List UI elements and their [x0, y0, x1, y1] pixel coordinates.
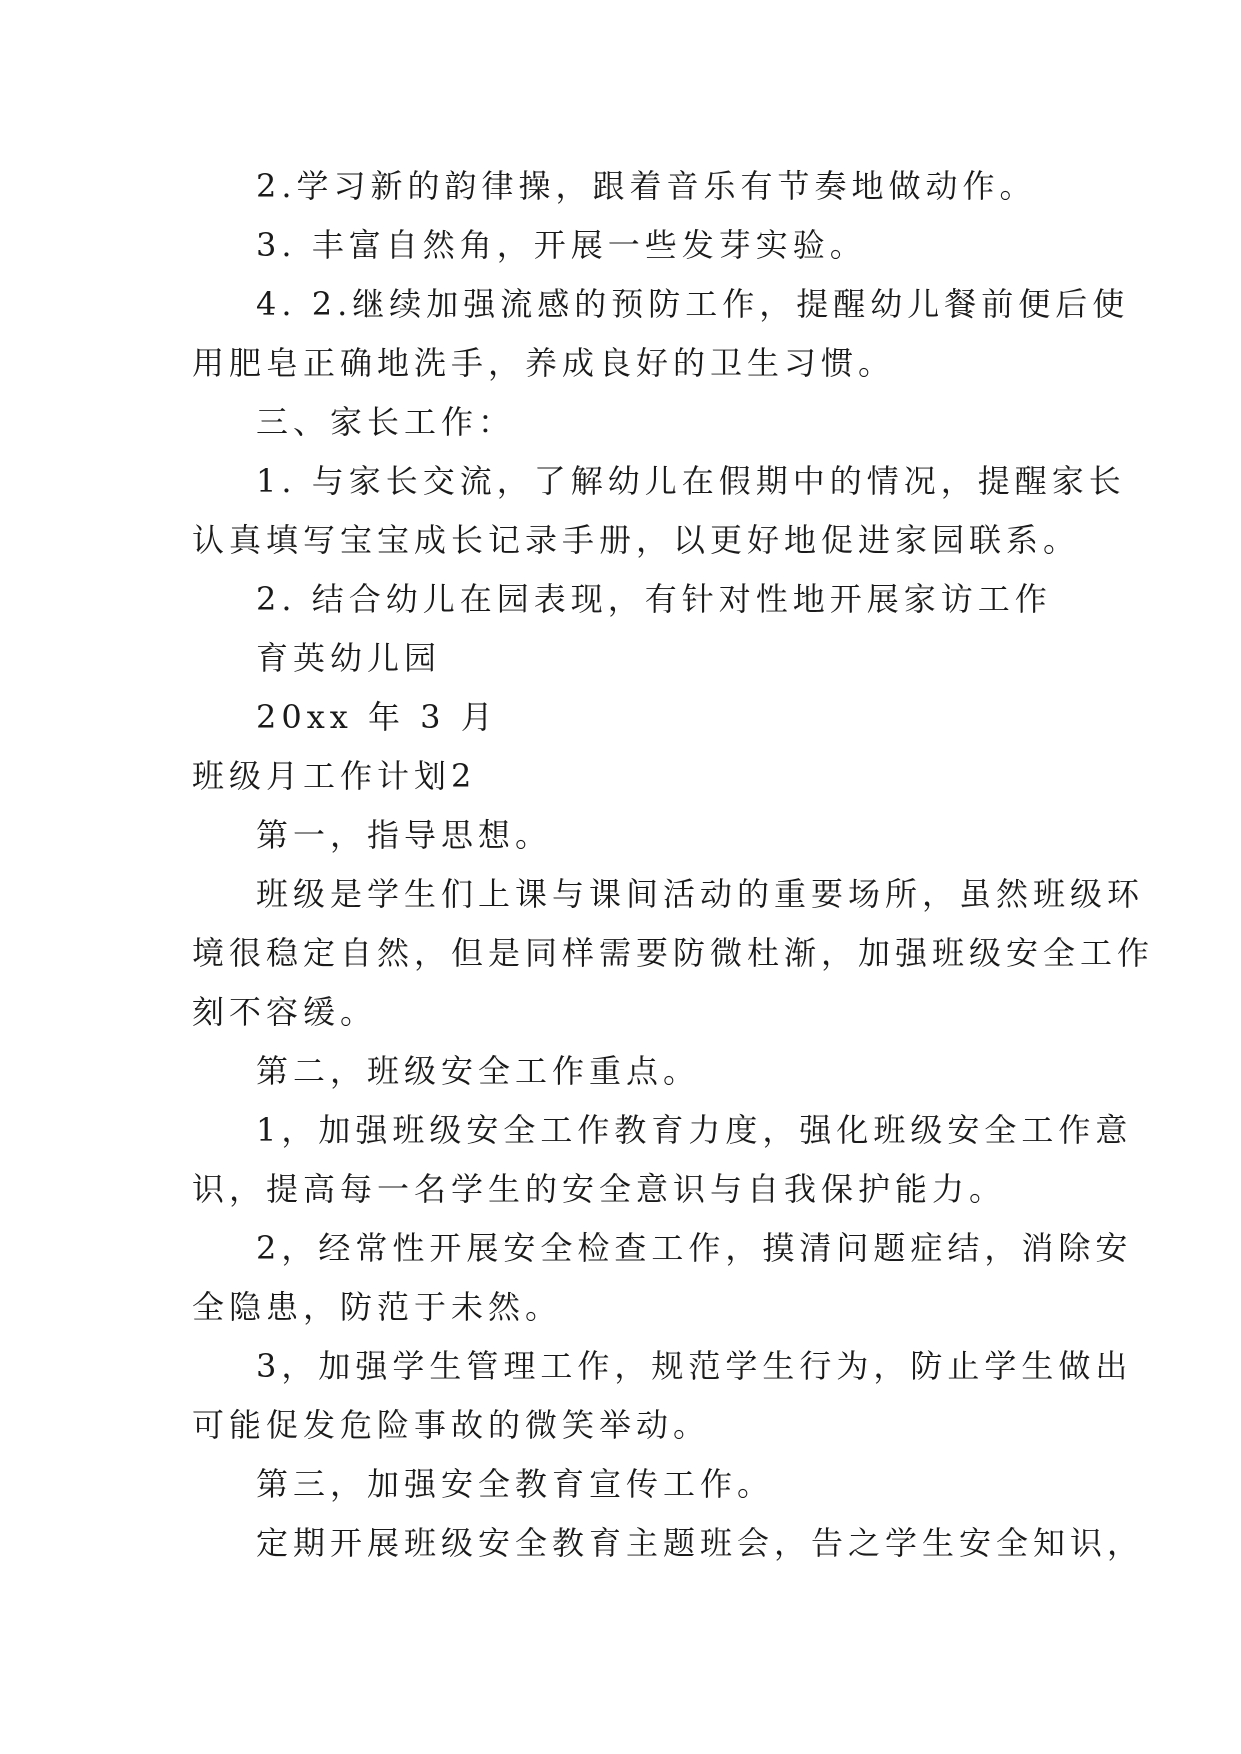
text-line: 2. 结合幼儿在园表现，有针对性地开展家访工作 — [256, 580, 1052, 618]
text-line: 刻不容缓。 — [192, 993, 378, 1031]
text-line: 可能促发危险事故的微笑举动。 — [192, 1406, 711, 1444]
text-line: 用肥皂正确地洗手，养成良好的卫生习惯。 — [192, 344, 896, 382]
text-line: 2.学习新的韵律操，跟着音乐有节奏地做动作。 — [256, 167, 1037, 205]
signature-org: 育英幼儿园 — [256, 639, 442, 677]
section-heading: 第二，班级安全工作重点。 — [256, 1052, 701, 1090]
text-line: 定期开展班级安全教育主题班会，告之学生安全知识， — [256, 1524, 1145, 1562]
text-line: 3. 丰富自然角，开展一些发芽实验。 — [256, 226, 867, 264]
text-line: 3，加强学生管理工作，规范学生行为，防止学生做出 — [256, 1347, 1133, 1385]
text-line: 1，加强班级安全工作教育力度，强化班级安全工作意 — [256, 1111, 1133, 1149]
text-line: 认真填写宝宝成长记录手册，以更好地促进家园联系。 — [192, 521, 1081, 559]
section-heading: 第一，指导思想。 — [256, 816, 553, 854]
text-line: 4. 2.继续加强流感的预防工作，提醒幼儿餐前便后使 — [256, 285, 1130, 323]
document-title: 班级月工作计划2 — [192, 757, 477, 795]
text-line: 1. 与家长交流，了解幼儿在假期中的情况，提醒家长 — [256, 462, 1126, 500]
text-line: 全隐患，防范于未然。 — [192, 1288, 563, 1326]
text-line: 识，提高每一名学生的安全意识与自我保护能力。 — [192, 1170, 1007, 1208]
text-line: 境很稳定自然，但是同样需要防微杜渐，加强班级安全工作 — [192, 934, 1155, 972]
signature-date: 20xx 年 3 月 — [256, 698, 498, 736]
section-heading: 三、家长工作： — [256, 403, 516, 441]
text-line: 2，经常性开展安全检查工作，摸清问题症结，消除安 — [256, 1229, 1133, 1267]
section-heading: 第三，加强安全教育宣传工作。 — [256, 1465, 775, 1503]
text-line: 班级是学生们上课与课间活动的重要场所，虽然班级环 — [256, 875, 1145, 913]
